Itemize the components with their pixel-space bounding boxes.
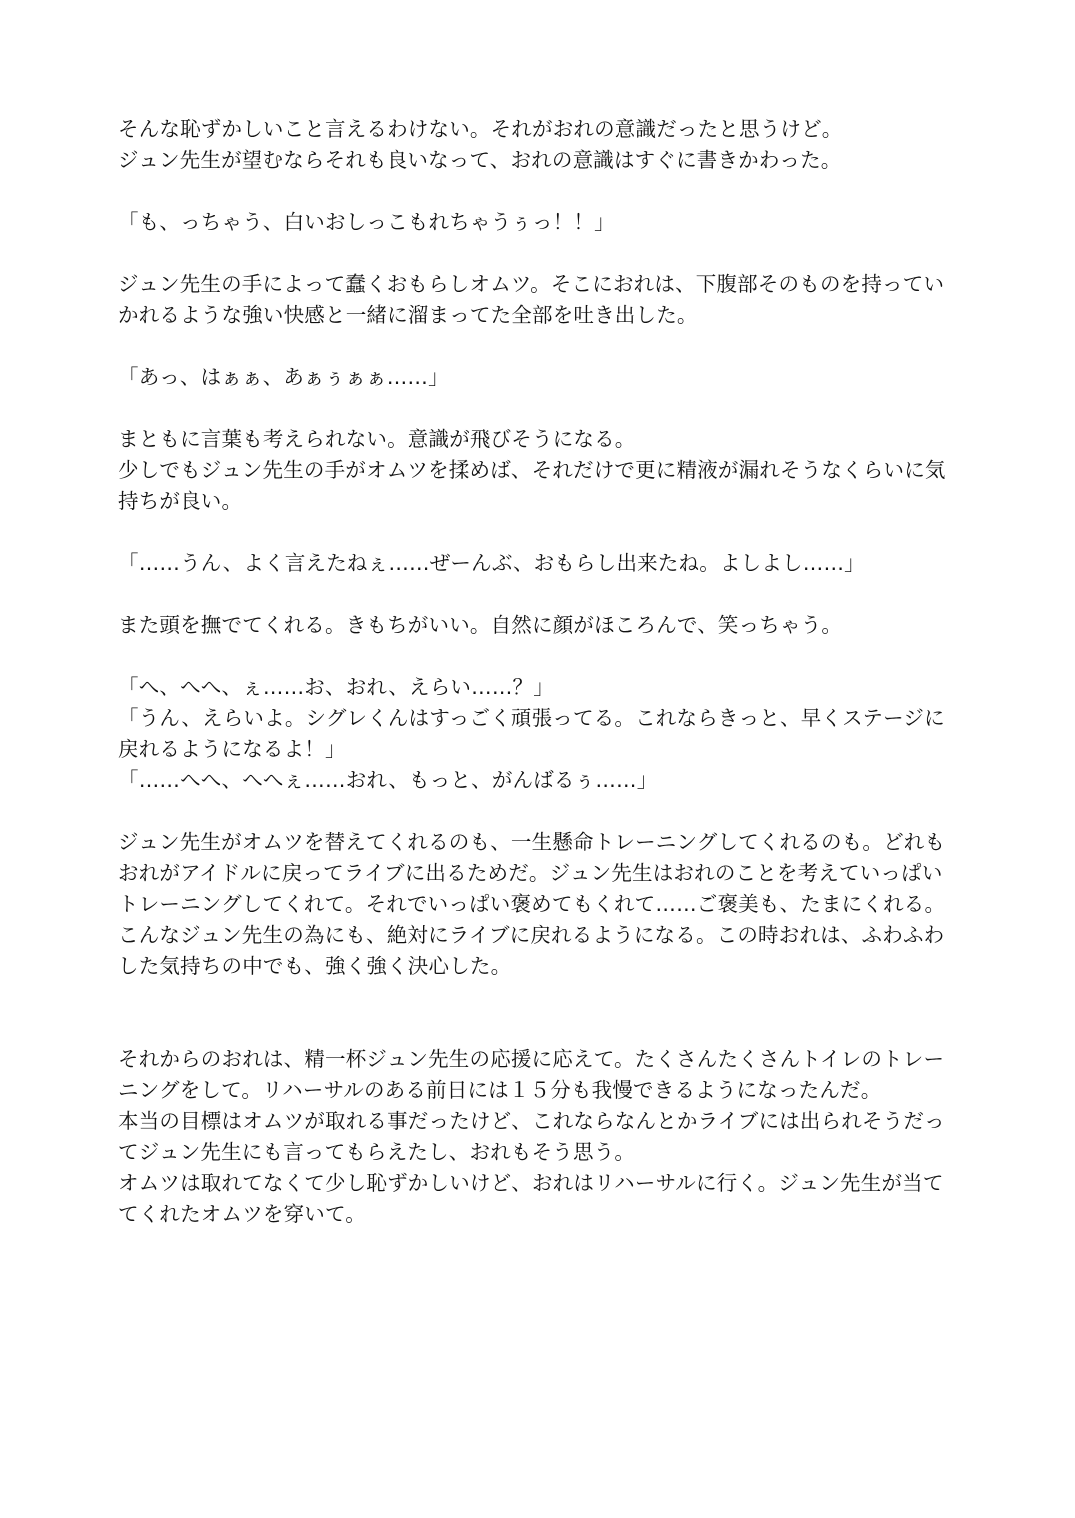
text-line: トレーニングしてくれて。それでいっぱい褒めてもくれて……ご褒美も、たまにくれる。 bbox=[118, 892, 946, 916]
text-line: 少しでもジュン先生の手がオムツを揉めば、それだけで更に精液が漏れそうなくらいに気 bbox=[118, 458, 946, 482]
paragraph-gap bbox=[118, 579, 968, 610]
text-line: ジュン先生がオムツを替えてくれるのも、一生懸命トレーニングしてくれるのも。どれも bbox=[118, 830, 946, 854]
text-line: ジュン先生の手によって蠢くおもらしオムツ。そこにおれは、下腹部そのものを持ってい bbox=[118, 272, 945, 296]
text-line: また頭を撫でてくれる。きもちがいい。自然に顔がほころんで、笑っちゃう。 bbox=[118, 613, 843, 637]
dialogue-line: 「も、っちゃう、白いおしっこもれちゃうぅっ！！」 bbox=[118, 210, 615, 234]
dialogue-line: 「へ、へへ、ぇ……お、おれ、えらい……？」 bbox=[118, 675, 554, 699]
paragraph-gap bbox=[118, 796, 968, 827]
dialogue-line: 戻れるようになるよ！」 bbox=[118, 737, 346, 761]
text-line: そんな恥ずかしいこと言えるわけない。それがおれの意識だったと思うけど。 bbox=[118, 117, 843, 141]
body-text bbox=[118, 114, 968, 1230]
paragraph-gap bbox=[118, 238, 968, 269]
text-line: ジュン先生が望むならそれも良いなって、おれの意識はすぐに書きかわった。 bbox=[118, 148, 842, 172]
text-line: オムツは取れてなくて少し恥ずかしいけど、おれはリハーサルに行く。ジュン先生が当て bbox=[118, 1171, 944, 1195]
text-line: おれがアイドルに戻ってライブに出るためだ。ジュン先生はおれのことを考えていっぱい bbox=[118, 861, 943, 885]
dialogue-line: 「あっ、はぁぁ、あぁぅぁぁ……」 bbox=[118, 365, 449, 389]
text-line: 本当の目標はオムツが取れる事だったけど、これならなんとかライブには出られそうだっ bbox=[118, 1109, 945, 1133]
dialogue-line: 「……へへ、へへぇ……おれ、もっと、がんばるぅ……」 bbox=[118, 768, 658, 792]
section-gap bbox=[118, 982, 968, 1044]
text-line: それからのおれは、精一杯ジュン先生の応援に応えて。たくさんたくさんトイレのトレー bbox=[118, 1047, 945, 1071]
paragraph-gap bbox=[118, 641, 968, 672]
text-line: てくれたオムツを穿いて。 bbox=[118, 1202, 366, 1226]
paragraph-gap bbox=[118, 393, 968, 424]
text-line: こんなジュン先生の為にも、絶対にライブに戻れるようになる。この時おれは、ふわふわ bbox=[118, 923, 945, 947]
dialogue-line: 「うん、えらいよ。シグレくんはすっごく頑張ってる。これならきっと、早くステージに bbox=[118, 706, 945, 730]
text-line: 持ちが良い。 bbox=[118, 489, 243, 513]
text-line: かれるような強い快感と一緒に溜まってた全部を吐き出した。 bbox=[118, 303, 698, 327]
paragraph-gap bbox=[118, 517, 968, 548]
text-line: した気持ちの中でも、強く強く決心した。 bbox=[118, 954, 512, 978]
dialogue-line: 「……うん、よく言えたねぇ……ぜーんぶ、おもらし出来たね。よしよし……」 bbox=[118, 551, 865, 575]
text-line: まともに言葉も考えられない。意識が飛びそうになる。 bbox=[118, 427, 636, 451]
text-line: てジュン先生にも言ってもらえたし、おれもそう思う。 bbox=[118, 1140, 636, 1164]
paragraph-gap bbox=[118, 176, 968, 207]
text-line: ニングをして。リハーサルのある前日には１５分も我慢できるようになったんだ。 bbox=[118, 1078, 882, 1102]
paragraph-gap bbox=[118, 331, 968, 362]
